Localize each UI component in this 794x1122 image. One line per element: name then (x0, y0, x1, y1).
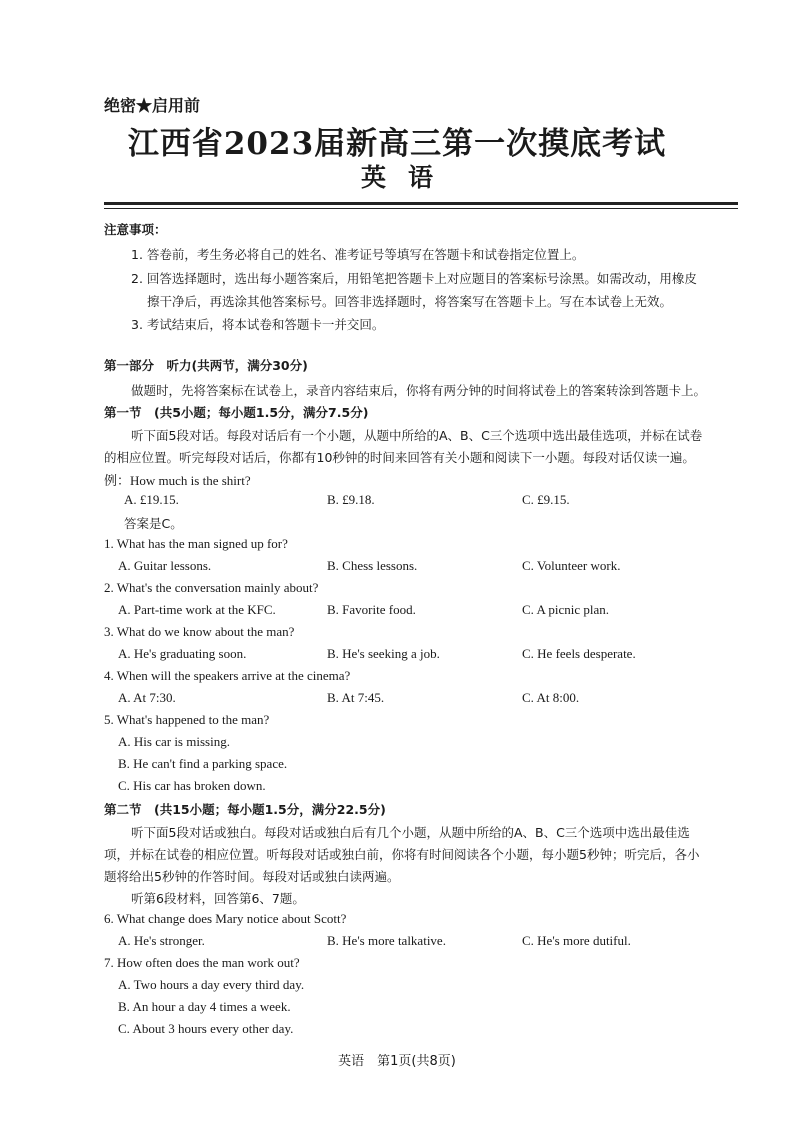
header-rule-thick (104, 202, 738, 205)
example-option-b: B. £9.18. (327, 492, 375, 507)
section1-heading: 第一节 (共5小题；每小题1.5分，满分7.5分) (104, 405, 369, 420)
note-item-3: 3. 考试结束后，将本试卷和答题卡一并交回。 (131, 317, 385, 332)
section2-intro-line3: 题将给出5秒钟的作答时间。每段对话或独白读两遍。 (104, 869, 400, 884)
note-item-2-cont: 擦干净后，再选涂其他答案标号。回答非选择题时，将答案写在答题卡上。写在本试卷上无效。 (147, 294, 673, 309)
q2-option-c: C. A picnic plan. (522, 602, 610, 617)
material-instruction: 听第6段材料，回答第6、7题。 (131, 891, 305, 906)
q4-option-c: C. At 8:00. (522, 690, 580, 705)
q3-option-c: C. He feels desperate. (522, 646, 636, 661)
question-4: 4. When will the speakers arrive at the cinema? (104, 668, 351, 683)
exam-title: 江西省2023届新高三第一次摸底考试 (127, 126, 667, 162)
question-5: 5. What's happened to the man? (104, 712, 270, 727)
q7-option-b: B. An hour a day 4 times a week. (118, 999, 291, 1014)
q2-option-a: A. Part-time work at the KFC. (118, 602, 276, 617)
part1-intro: 做题时，先将答案标在试卷上，录音内容结束后，你将有两分钟的时间将试卷上的答案转涂到答题卡上。 (131, 383, 707, 398)
subject-title: 英语 (360, 163, 455, 192)
example-option-a: A. £19.15. (124, 492, 179, 507)
q1-option-b: B. Chess lessons. (327, 558, 418, 573)
q7-option-a: A. Two hours a day every third day. (118, 977, 305, 992)
q3-option-a: A. He's graduating soon. (118, 646, 247, 661)
q5-option-b: B. He can't find a parking space. (118, 756, 288, 771)
q3-option-b: B. He's seeking a job. (327, 646, 440, 661)
q6-option-a: A. He's stronger. (118, 933, 205, 948)
section1-intro-line1: 听下面5段对话。每段对话后有一个小题，从题中所给的A、B、C三个选项中选出最佳选项，并标在试卷 (131, 428, 703, 443)
secret-label: 绝密★启用前 (104, 96, 201, 115)
note-item-1: 1. 答卷前，考生务必将自己的姓名、准考证号等填写在答题卡和试卷指定位置上。 (131, 247, 585, 262)
example-option-c: C. £9.15. (522, 492, 570, 507)
q4-option-b: B. At 7:45. (327, 690, 385, 705)
question-6: 6. What change does Mary notice about Scott? (104, 911, 347, 926)
section2-heading: 第二节 (共15小题；每小题1.5分，满分22.5分) (104, 802, 386, 817)
notes-title: 注意事项： (104, 222, 167, 237)
q7-option-c: C. About 3 hours every other day. (118, 1021, 294, 1036)
q5-option-a: A. His car is missing. (118, 734, 230, 749)
example-question: 例：How much is the shirt? (104, 473, 251, 488)
question-3: 3. What do we know about the man? (104, 624, 295, 639)
note-item-2: 2. 回答选择题时，选出每小题答案后，用铅笔把答题卡上对应题目的答案标号涂黑。如需改动，用橡皮 (131, 271, 697, 286)
q6-option-c: C. He's more dutiful. (522, 933, 631, 948)
q5-option-c: C. His car has broken down. (118, 778, 266, 793)
question-2: 2. What's the conversation mainly about? (104, 580, 319, 595)
section1-intro-line2: 的相应位置。听完每段对话后，你都有10秒钟的时间来回答有关小题和阅读下一小题。每段对话仅读一遍。 (104, 450, 695, 465)
header-rule-thin (104, 208, 738, 209)
example-answer: 答案是C。 (124, 516, 183, 531)
q1-option-c: C. Volunteer work. (522, 558, 621, 573)
part1-heading: 第一部分 听力(共两节，满分30分) (104, 358, 308, 373)
question-7: 7. How often does the man work out? (104, 955, 300, 970)
q4-option-a: A. At 7:30. (118, 690, 176, 705)
q2-option-b: B. Favorite food. (327, 602, 416, 617)
q6-option-b: B. He's more talkative. (327, 933, 446, 948)
section2-intro-line1: 听下面5段对话或独白。每段对话或独白后有几个小题，从题中所给的A、B、C三个选项中选出最佳选 (131, 825, 690, 840)
page-footer: 英语 第1页(共8页) (338, 1054, 456, 1069)
q1-option-a: A. Guitar lessons. (118, 558, 212, 573)
question-1: 1. What has the man signed up for? (104, 536, 288, 551)
section2-intro-line2: 项，并标在试卷的相应位置。听每段对话或独白前，你将有时间阅读各个小题，每小题5秒钟；听完后，各小 (104, 847, 700, 862)
